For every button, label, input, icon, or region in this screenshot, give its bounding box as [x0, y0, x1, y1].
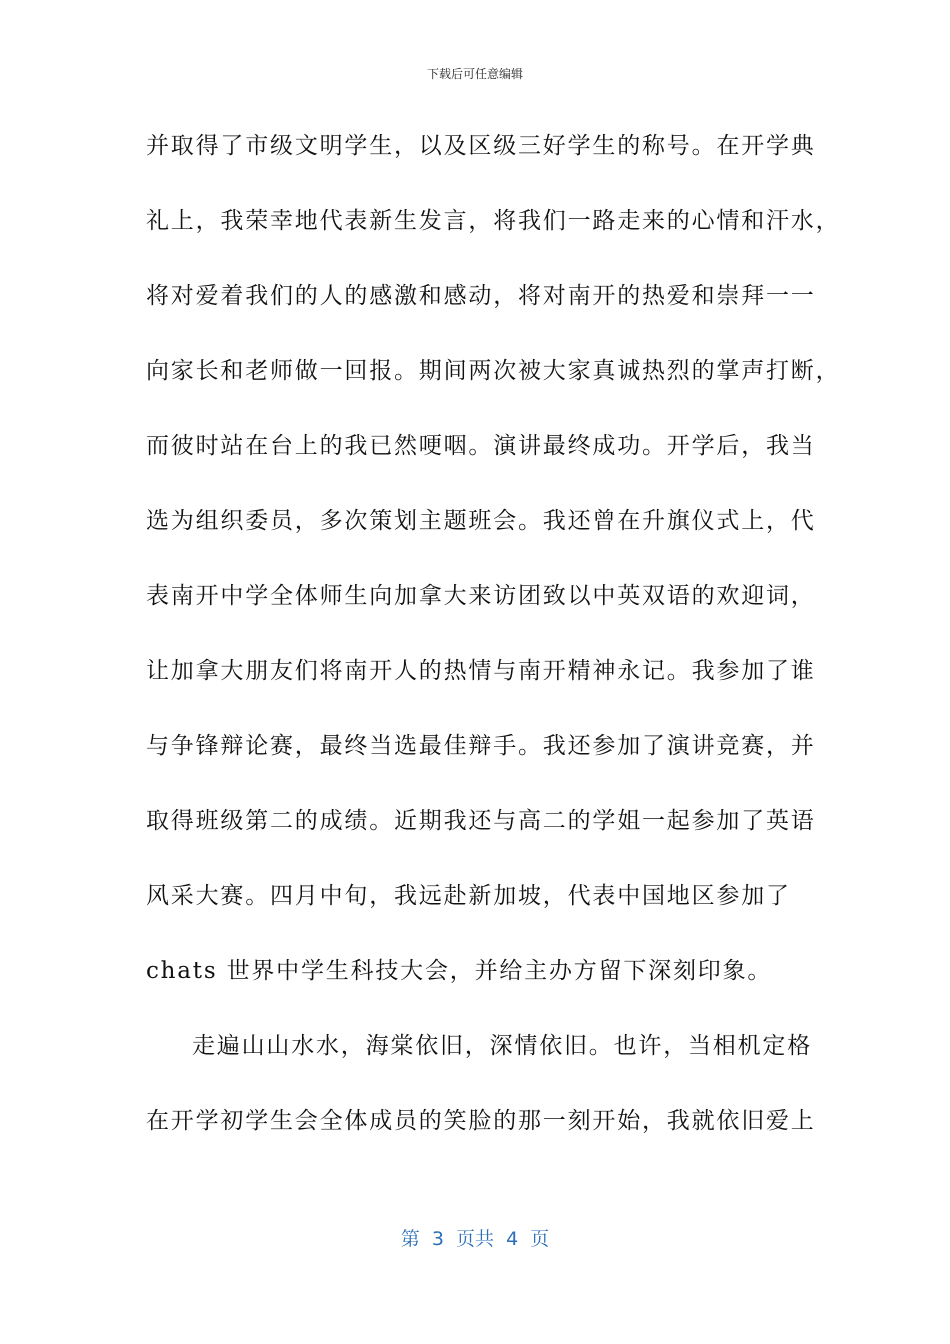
page-header: 下载后可任意编辑 [426, 67, 523, 81]
text-line: 取得班级第二的成绩。近期我还与高二的学姐一起参加了英语 [146, 808, 816, 834]
text-line: 并取得了市级文明学生，以及区级三好学生的称号。在开学典 [146, 133, 816, 159]
page-number: 第 3 页共 4 页 [400, 1228, 550, 1250]
text-line: 向家长和老师做一回报。期间两次被大家真诚热烈的掌声打断， [146, 358, 841, 384]
text-line: chats 世界中学生科技大会，并给主办方留下深刻印象。 [146, 958, 773, 984]
text-line: 表南开中学全体师生向加拿大来访团致以中英双语的欢迎词， [146, 583, 816, 609]
body-text [146, 125, 841, 1175]
text-line: 与争锋辩论赛，最终当选最佳辩手。我还参加了演讲竞赛，并 [146, 733, 816, 759]
text-line: 风采大赛。四月中旬，我远赴新加坡，代表中国地区参加了 [146, 883, 791, 909]
text-line: 走遍山山水水，海棠依旧，深情依旧。也许，当相机定格 [192, 1033, 812, 1059]
text-line: 选为组织委员，多次策划主题班会。我还曾在升旗仪式上，代 [146, 508, 816, 534]
text-line: 让加拿大朋友们将南开人的热情与南开精神永记。我参加了谁 [146, 658, 816, 684]
text-line: 在开学初学生会全体成员的笑脸的那一刻开始，我就依旧爱上 [146, 1108, 816, 1134]
text-line: 而彼时站在台上的我已然哽咽。演讲最终成功。开学后，我当 [146, 433, 816, 459]
text-line: 礼上，我荣幸地代表新生发言，将我们一路走来的心情和汗水， [146, 208, 841, 234]
text-line: 将对爱着我们的人的感激和感动，将对南开的热爱和崇拜一一 [146, 283, 816, 309]
